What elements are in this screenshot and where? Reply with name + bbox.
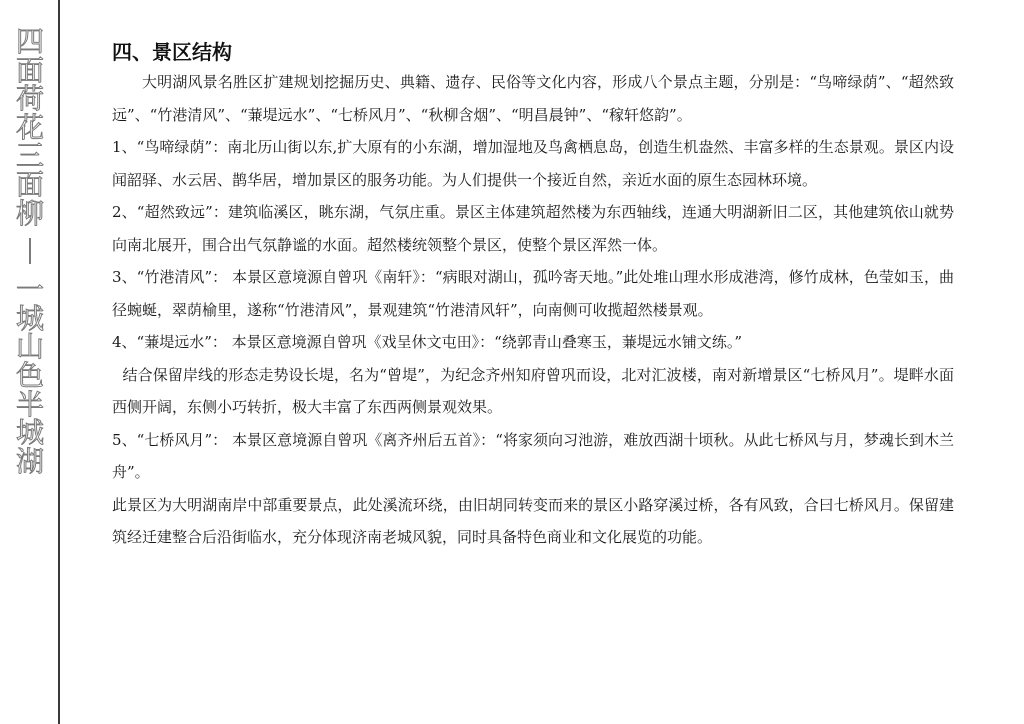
list-item: 4、“蒹堤远水”： 本景区意境源自曾巩《戏呈休文屯田》：“绕郭青山叠寒玉，蒹堤远水铺文练。” [112, 333, 742, 351]
slogan-top: 四面荷花三面柳 [15, 25, 44, 230]
intro-paragraph: 大明湖风景名胜区扩建规划挖掘历史、典籍、遗存、民俗等文化内容，形成八个景点主题，分别是：“鸟啼绿荫”、“超然致远”、“竹港清风”、“蒹堤远水”、“七桥风月”、“秋柳含烟”、“明昌晨钟”、“稼轩悠韵”。 [112, 73, 954, 124]
section-heading: 四、景区结构 [112, 40, 232, 64]
side-band [0, 0, 59, 724]
list-item: 2、“超然致远”：建筑临溪区，眺东湖，气氛庄重。景区主体建筑超然楼为东西轴线，连通大明湖新旧二区，其他建筑依山就势向南北展开，围合出气氛静谧的水面。超然楼统领整个景区，使整个景区浑然一体。 [112, 203, 954, 254]
vertical-slogan [13, 25, 47, 478]
list-item: 3、“竹港清风”： 本景区意境源自曾巩《南轩》：“病眼对湖山，孤吟寄天地。”此处堆山理水形成港湾，修竹成林，色莹如玉，曲径蜿蜒，翠荫榆里，遂称“竹港清风”，景观建筑“竹港清风轩”，向南侧可收揽超然楼景观。 [112, 268, 954, 319]
list-item: 结合保留岸线的形态走势设长堤，名为“曾堤”，为纪念齐州知府曾巩而设，北对汇波楼，南对新增景区“七桥风月”。堤畔水面西侧开阔，东侧小巧转折，极大丰富了东西两侧景观效果。 [112, 365, 954, 416]
slogan-bottom: 一城山色半城湖 [15, 273, 44, 478]
slogan-divider [29, 238, 31, 264]
list-item: 此景区为大明湖南岸中部重要景点，此处溪流环绕，由旧胡同转变而来的景区小路穿溪过桥，各有风致，合曰七桥风月。保留建筑经迁建整合后沿街临水，充分体现济南老城风貌，同时具备特色商业和文化展览的功能。 [112, 495, 954, 546]
document-content [112, 38, 954, 554]
side-rule [58, 0, 60, 724]
list-item: 1、“鸟啼绿荫”：南北历山街以东,扩大原有的小东湖，增加湿地及鸟禽栖息岛，创造生机盎然、丰富多样的生态景观。景区内设闻韶驿、水云居、鹊华居，增加景区的服务功能。为人们提供一个接近自然，亲近水面的原生态园林环境。 [112, 138, 954, 189]
list-item: 5、“七桥风月”： 本景区意境源自曾巩《离齐州后五首》：“将家须向习池游，难放西湖十顷秋。从此七桥风与月，梦魂长到木兰舟”。 [112, 430, 954, 481]
